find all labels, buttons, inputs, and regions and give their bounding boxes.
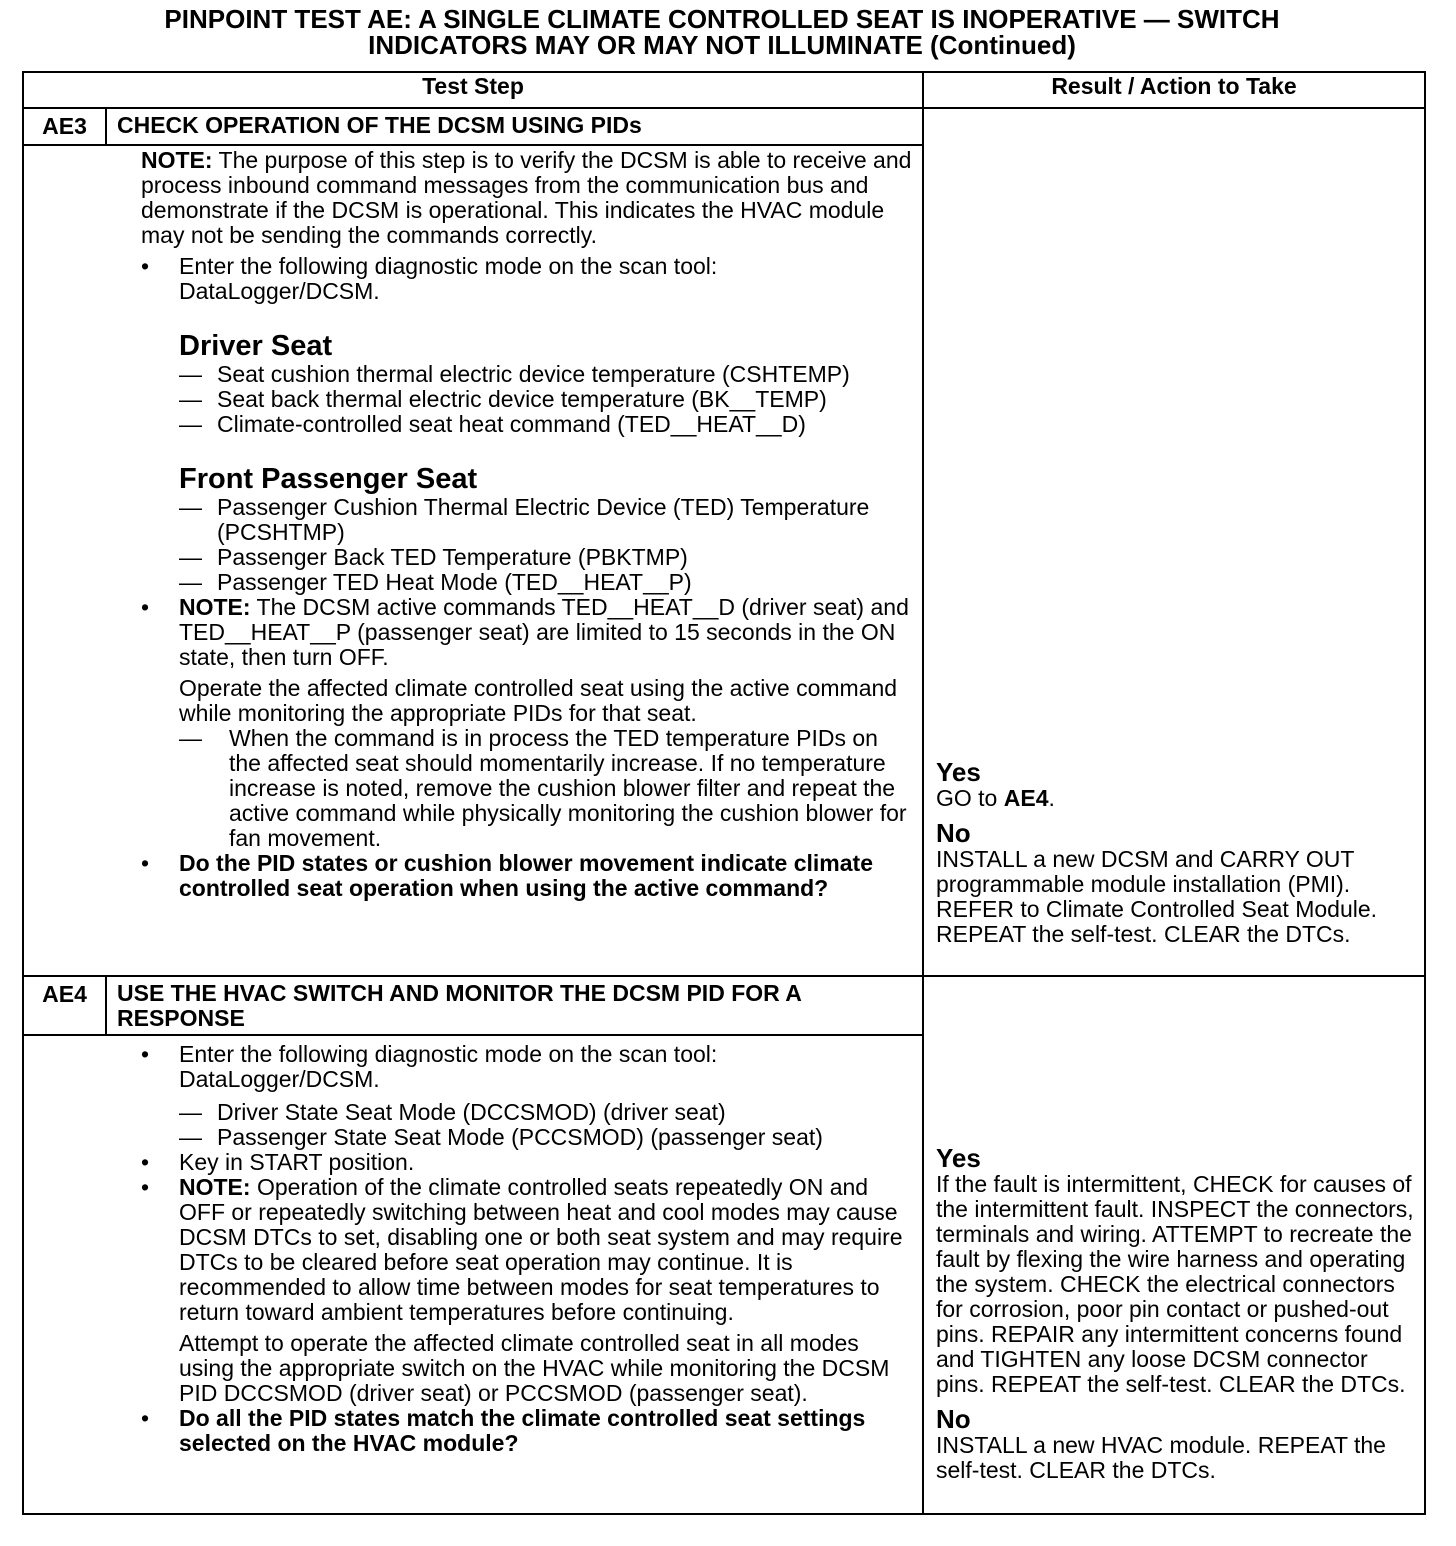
ae3-operate-sub [141,726,914,851]
pinpoint-test-table [22,71,1426,1515]
ae4-bullet-2 [141,1150,914,1175]
bullet-marker: • [141,850,150,876]
bullet-marker: • [141,1174,150,1200]
ae4-yes-label: Yes [936,1143,981,1173]
bullet-marker: • [141,1405,150,1431]
passenger-item-1-text: Passenger Cushion Thermal Electric Device (TED) Temperature (PCSHTMP) [217,494,870,545]
passenger-item-2 [141,545,914,570]
ae3-yes-suffix: . [1048,785,1055,811]
ae3-no-text: INSTALL a new DCSM and CARRY OUT programmable module installation (PMI). REFER to Climate Controlled Seat Module. REPEAT the self-test. CLEAR the DTCs. [936,846,1378,947]
header-test-step: Test Step [23,72,923,108]
ae3-yes-label: Yes [936,757,981,787]
ae4-question [141,1406,914,1456]
step-ae4-heading [24,977,922,1034]
step-row-ae4 [23,976,1425,1514]
step-title-ae4: USE THE HVAC SWITCH AND MONITOR THE DCSM PID FOR A RESPONSE [117,980,802,1031]
dash-marker: — [179,544,202,570]
ae4-item-1-text: Driver State Seat Mode (DCCSMOD) (driver seat) [217,1099,726,1125]
ae3-operate-sub-text: When the command is in process the TED temperature PIDs on the affected seat should momentarily increase. If no temperature increase is noted, remove the cushion blower filter and repeat the active command while physically monitoring the cushion blower for fan movement. [229,725,907,851]
ae4-item-1 [141,1100,914,1125]
ae4-note-label: NOTE: [179,1174,251,1200]
ae3-yes-text [936,786,1420,811]
ae3-yes-prefix: GO to [936,785,1004,811]
dash-marker: — [179,1099,202,1125]
passenger-item-2-text: Passenger Back TED Temperature (PBKTMP) [217,544,688,570]
ae4-no-label: No [936,1404,971,1434]
passenger-seat-heading: Front Passenger Seat [179,463,478,495]
bullet-marker: • [141,594,150,620]
ae3-note-text: The purpose of this step is to verify the DCSM is able to receive and process inbound command messages from the communication bus and demonstrate if the DCSM is operational. This indicates the HVAC module may not be sending the commands correctly. [141,147,912,248]
passenger-item-1 [141,495,914,545]
ae4-question-text: Do all the PID states match the climate controlled seat settings selected on the HVAC module? [179,1405,866,1456]
bullet-marker: • [141,253,150,279]
ae4-note-text: Operation of the climate controlled seats repeatedly ON and OFF or repeatedly switching between heat and cool modes may cause DCSM DTCs to set, disabling one or both seat system and may require DTCs to be cleared before seat operation may continue. It is recommended to allow time between modes for seat temperatures to return toward ambient temperatures before continuing. [179,1174,903,1325]
step-ae3-heading [24,109,922,144]
ae4-bullet-3 [141,1175,914,1325]
step-title-ae3: CHECK OPERATION OF THE DCSM USING PIDs [117,112,642,138]
driver-item-2-text: Seat back thermal electric device temperature (BK__TEMP) [217,386,827,412]
page-title-line-1: PINPOINT TEST AE: A SINGLE CLIMATE CONTROLLED SEAT IS INOPERATIVE — SWITCH [164,4,1280,34]
ae3-bullet-1 [141,254,914,304]
ae3-bullet-2 [141,595,914,670]
step-ae3-body [24,144,922,905]
passenger-item-3-text: Passenger TED Heat Mode (TED__HEAT__P) [217,569,692,595]
step-id-ae3: AE3 [24,109,107,144]
driver-item-3 [141,412,914,437]
ae3-yes-target: AE4 [1003,785,1049,811]
ae4-item-2-text: Passenger State Seat Mode (PCCSMOD) (passenger seat) [217,1124,823,1150]
page-title-line-2: INDICATORS MAY OR MAY NOT ILLUMINATE (Continued) [368,30,1076,60]
ae4-bullet-2-text: Key in START position. [179,1149,415,1175]
bullet-marker: • [141,1149,150,1175]
ae3-question [141,851,914,901]
step-ae4-body [24,1034,922,1460]
dash-marker: — [179,569,202,595]
ae3-question-text: Do the PID states or cushion blower movement indicate climate controlled seat operation when using the active command? [179,850,873,901]
dash-marker: — [179,725,202,751]
ae3-note-label: NOTE: [141,147,213,173]
ae4-yes-text: If the fault is intermittent, CHECK for causes of the intermittent fault. INSPECT the connectors, terminals and wiring. ATTEMPT to recreate the fault by flexing the wire harness and operating the system. CHECK the electrical connectors for corrosion, poor pin contact or pushed-out pins. REPAIR any intermittent concerns found and TIGHTEN any loose DCSM connector pins. REPEAT the self-test. CLEAR the DTCs. [936,1171,1414,1397]
ae3-note2-text: The DCSM active commands TED__HEAT__D (driver seat) and TED__HEAT__P (passenger seat) are limited to 15 seconds in the ON state, then turn OFF. [179,594,909,670]
step-ae4-cell [23,976,923,1514]
ae4-attempt-text: Attempt to operate the affected climate controlled seat in all modes using the appropriate switch on the HVAC while monitoring the DCSM PID DCCSMOD (driver seat) or PCCSMOD (passenger seat). [179,1330,890,1406]
ae4-bullet-1 [141,1042,914,1092]
ae3-operate-text: Operate the affected climate controlled seat using the active command while monitoring the appropriate PIDs for that seat. [179,675,898,726]
page-title [22,6,1422,58]
passenger-item-3 [141,570,914,595]
dash-marker: — [179,386,202,412]
step-id-ae4: AE4 [24,977,107,1034]
ae3-note [141,148,914,248]
driver-seat-heading: Driver Seat [179,330,333,362]
dash-marker: — [179,494,202,520]
dash-marker: — [179,411,202,437]
driver-item-3-text: Climate-controlled seat heat command (TED__HEAT__D) [217,411,806,437]
ae3-no-label: No [936,818,971,848]
ae4-bullet-1-text: Enter the following diagnostic mode on the scan tool: DataLogger/DCSM. [179,1041,718,1092]
driver-item-1 [141,362,914,387]
driver-item-2 [141,387,914,412]
step-ae3-cell [23,108,923,976]
table-header-row [23,72,1425,108]
step-row-ae3 [23,108,1425,976]
bullet-marker: • [141,1041,150,1067]
ae4-no-text: INSTALL a new HVAC module. REPEAT the self-test. CLEAR the DTCs. [936,1432,1386,1483]
ae3-note2-label: NOTE: [179,594,251,620]
result-ae3 [923,108,1425,976]
ae4-item-2 [141,1125,914,1150]
dash-marker: — [179,1124,202,1150]
ae3-bullet-1-text: Enter the following diagnostic mode on the scan tool: DataLogger/DCSM. [179,253,718,304]
driver-item-1-text: Seat cushion thermal electric device temperature (CSHTEMP) [217,361,850,387]
header-result: Result / Action to Take [923,72,1425,108]
result-ae4 [923,976,1425,1514]
dash-marker: — [179,361,202,387]
